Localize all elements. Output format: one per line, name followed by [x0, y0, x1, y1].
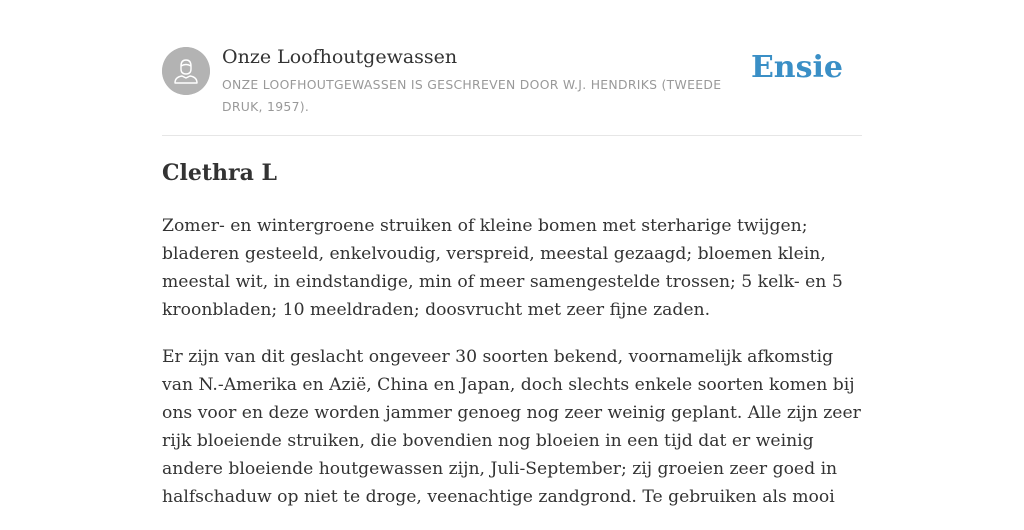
brand-logo[interactable]: Ensie	[750, 50, 843, 85]
publication-title[interactable]: Onze Loofhoutgewassen	[222, 46, 458, 68]
page	[162, 0, 862, 507]
article-paragraph: Er zijn van dit geslacht ongeveer 30 soorten bekend, voornamelijk afkomstig van N.-Amerika en Azië, China en Japan, doch slechts enkele soorten komen bij ons voor en deze worden jammer genoeg nog zeer weinig geplant. Alle zijn zeer rijk bloeiende struiken, die bovendien nog bloeien in een tijd dat er weinig andere bloeiende houtgewassen zijn, Juli-September; zij groeien zeer goed in halfschaduw op niet te droge, veenachtige zandgrond. Te gebruiken als mooi	[162, 347, 861, 507]
publication-header	[162, 0, 862, 136]
article-paragraph: Zomer- en wintergroene struiken of kleine bomen met sterharige twijgen; bladeren gesteeld, enkelvoudig, verspreid, meestal gezaagd; bloemen klein, meestal wit, in eindstandige, min of meer samengestelde trossen; 5 kelk- en 5 kroonbladen; 10 meeldraden; doosvrucht met zeer fijne zaden.	[162, 216, 843, 320]
publication-description: ONZE LOOFHOUTGEWASSEN IS GESCHREVEN DOOR W.J. HENDRIKS (TWEEDE DRUK, 1957).	[222, 77, 722, 114]
user-icon	[162, 47, 210, 95]
publication-avatar[interactable]	[162, 47, 210, 95]
article-title: Clethra L	[162, 160, 277, 186]
article-body	[162, 212, 862, 530]
